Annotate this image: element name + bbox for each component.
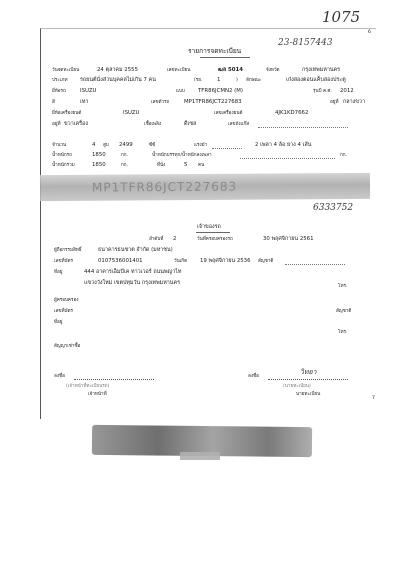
vehicle-type: รถยนต์นั่งส่วนบุคคลไม่เกิน 7 คน (80, 77, 156, 83)
reg-date-label: วันจดทะเบียน (52, 68, 80, 73)
nationality-label: สัญชาติ (258, 259, 274, 264)
brand-label: ยี่ห้อรถ (52, 89, 66, 94)
possessor-address-label: ที่อยู่ (54, 320, 63, 325)
appearance-label: ลักษณะ (246, 78, 262, 83)
province: กรุงเทพมหานคร (302, 67, 341, 73)
address-line-2: แขวงวังใหม่ เขตปทุมวัน กรุงเทพมหานคร (84, 280, 180, 286)
seats-label: ที่นั่ง (157, 163, 166, 168)
reg-no: ฒล 5014 (218, 67, 244, 73)
weight-total: 1850 (92, 162, 106, 168)
contract-label: สัญญาเช่าซื้อ (54, 344, 81, 349)
color: เทา (80, 99, 89, 105)
tape-text: MP1TFR86JCT227683 (91, 179, 238, 195)
bottom-tape-shadow (180, 452, 220, 460)
cylinder-unit: สูบ (103, 143, 109, 148)
possession-date: 30 พฤศจิกายน 2561 (263, 236, 314, 242)
weight-car-unit: กก. (121, 153, 129, 158)
brand: ISUZU (80, 88, 97, 94)
color-label: สี (52, 100, 55, 105)
engine-brand-label: ยี่ห้อเครื่องยนต์ (52, 111, 82, 116)
province-label: จังหวัด (266, 68, 280, 73)
possessor-tel-label: โทร. (338, 330, 348, 335)
owner-title: เจ้าของรถ (197, 224, 221, 230)
left-sign-hint: (เจ้าหน้าที่ทะเบียนรถ) (66, 384, 110, 389)
serial-number: 6333752 (313, 203, 354, 213)
address-line-1: 444 อาคารเอ็มบีเค ทาวเวอร์ ถนนพญาไท (84, 269, 182, 275)
load-label: น้ำหนักบรรทุก/น้ำหนักลงเพลา (152, 153, 212, 158)
appearance: เก๋งสองตอนแค็บสองประตู (286, 77, 346, 83)
right-sign-line (268, 379, 348, 380)
id-label: เลขที่บัตร (54, 259, 73, 264)
order-label: ลำดับที่ (149, 237, 164, 242)
holder-label: ผู้ถือกรรมสิทธิ์ (54, 248, 82, 253)
engine-location: ขวาเครื่อง (64, 121, 88, 127)
weight-total-unit: กก. (121, 163, 129, 168)
load-unit: กก. (340, 153, 348, 158)
left-sign-label: ลงชื่อ (54, 374, 65, 379)
code-label: (รย. (194, 78, 203, 83)
page-mark: 7 (372, 396, 375, 401)
owner-title-underline (196, 232, 230, 233)
id-number: 0107536001401 (98, 258, 143, 264)
gas-dotline (258, 127, 348, 128)
possessor-id-label: เลขที่บัตร (54, 309, 73, 314)
weight-car-label: น้ำหนักรถ (52, 153, 72, 158)
possessor-label: ผู้ครอบครอง (54, 298, 79, 303)
engine-number: 4JK1KD7662 (275, 110, 309, 116)
displacement: 2499 (119, 142, 133, 148)
right-sign-label: ลงชื่อ (248, 374, 259, 379)
cylinders: 4 (92, 142, 96, 148)
address-label: ที่อยู่ (54, 270, 63, 275)
left-sign-role: เจ้าหน้าที่ (88, 392, 107, 397)
weight-total-label: น้ำหนักรวม (52, 163, 75, 168)
right-sign-hint: (นายทะเบียน) (283, 384, 311, 389)
reg-no-label: เลขทะเบียน (167, 68, 191, 73)
reg-date: 24 ตุลาคม 2555 (97, 67, 138, 73)
code: 1 (217, 77, 221, 83)
possession-date-label: วันที่ครอบครองรถ (197, 237, 233, 242)
cylinder-label: จำนวน (52, 143, 67, 148)
model-year: 2012 (340, 88, 354, 94)
wheels: 2 เพลา 4 ล้อ ยาง 4 เส้น (255, 142, 312, 148)
possessor-nat-label: สัญชาติ (336, 309, 352, 314)
weight-car: 1850 (92, 152, 106, 158)
seats: 5 (184, 162, 188, 168)
fuel-label: เชื้อเพลิง (144, 122, 162, 127)
engine-loc-label: อยู่ที่ (52, 122, 61, 127)
nationality-dotline (285, 264, 345, 265)
engine-brand: ISUZU (123, 110, 140, 116)
tel-label: โทร. (338, 284, 348, 289)
title-underline (200, 57, 250, 58)
model-label: แบบ (176, 89, 185, 94)
right-sign-role: นายทะเบียน (296, 392, 321, 397)
displacement-unit: ซีซี (149, 143, 156, 148)
chassis-loc-label: อยู่ที่ (330, 100, 339, 105)
right-signature: วิทยา (300, 368, 317, 376)
engine-no-label: เลขเครื่องยนต์ (214, 111, 243, 116)
horsepower-label: แรงม้า (194, 143, 208, 148)
code-close: ) (236, 78, 238, 83)
birth-label: วันเกิด (174, 259, 188, 264)
order: 2 (173, 236, 177, 242)
fuel: ดีเซล (184, 121, 197, 127)
chassis-location: กลางขวา (343, 99, 365, 105)
chassis-label: เลขตัวรถ (151, 100, 170, 105)
birth-date: 19 พฤศจิกายน 2536 (200, 258, 251, 264)
type-label: ประเภท (52, 78, 68, 83)
load-dotline (240, 158, 335, 159)
chassis-number: MP1TFR86JCT227683 (184, 99, 242, 105)
stamp-number: 1075 (322, 8, 361, 26)
document-title: รายการจดทะเบียน (188, 47, 242, 55)
reference-number: 23-8157443 (278, 38, 333, 48)
gas-label: เลขถังแก๊ส (228, 122, 250, 127)
model: TFR86JCMN2 (M) (198, 88, 244, 94)
left-sign-line (74, 379, 154, 380)
model-year-label: รุ่นปี ค.ศ. (313, 89, 332, 94)
holder: ธนาคารธนชาต จำกัด (มหาชน) (98, 247, 173, 253)
page-number: 6 (368, 30, 371, 35)
seats-unit: คน (198, 163, 205, 168)
horsepower-dotline (212, 148, 242, 149)
